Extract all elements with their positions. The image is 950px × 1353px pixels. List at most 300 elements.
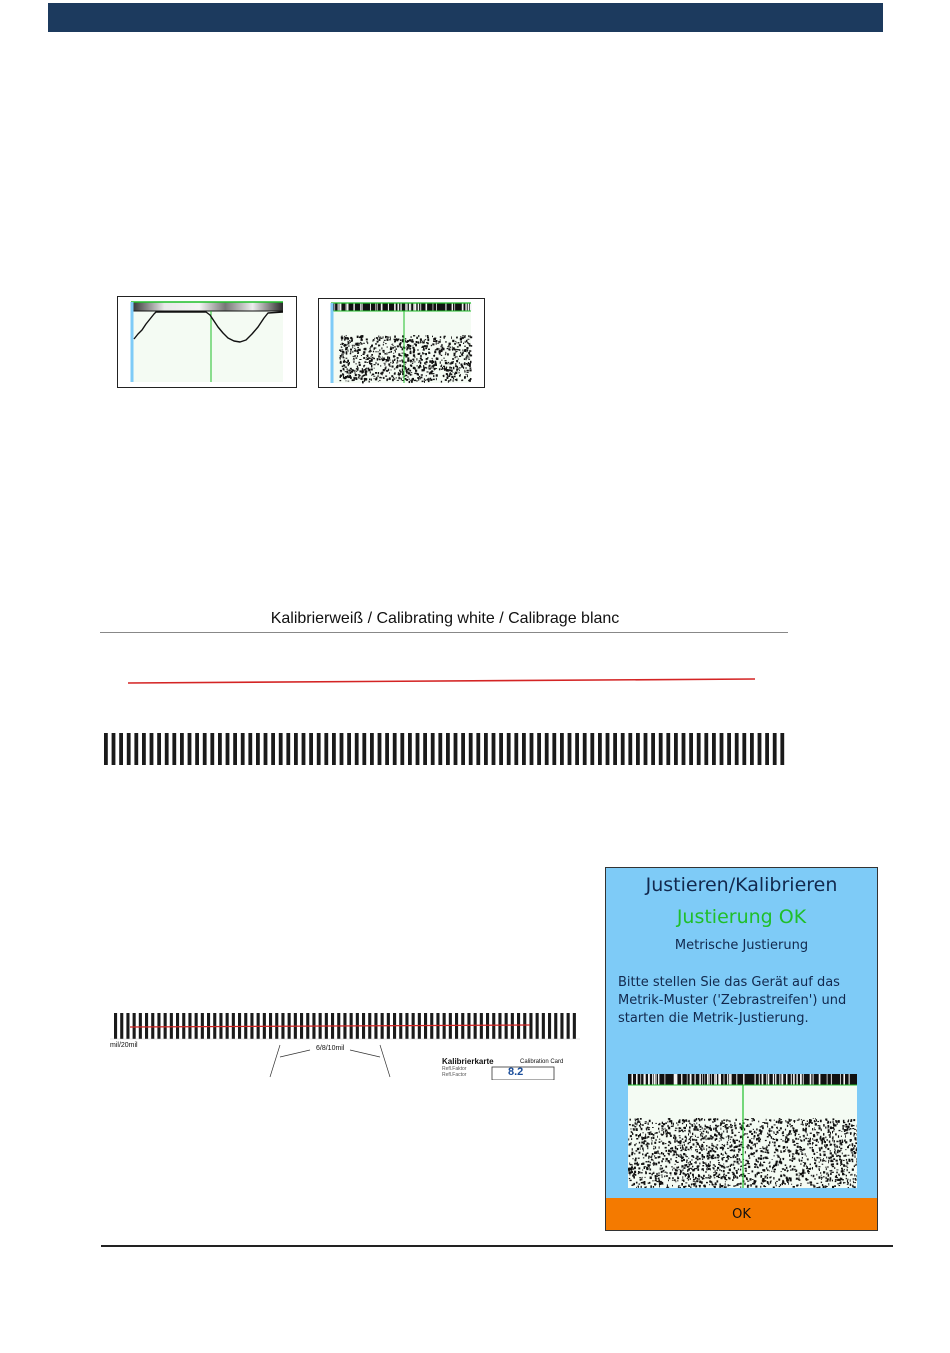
signal-dot xyxy=(648,1127,650,1128)
signal-dot xyxy=(769,1162,770,1163)
signal-dot xyxy=(450,347,451,348)
signal-dot xyxy=(803,1162,805,1163)
signal-dot xyxy=(830,1173,832,1175)
signal-dot xyxy=(725,1181,726,1182)
signal-dot xyxy=(669,1178,670,1179)
signal-dot xyxy=(393,355,395,357)
signal-dot xyxy=(412,346,413,347)
signal-dot xyxy=(757,1134,759,1136)
signal-dot xyxy=(817,1134,819,1135)
signal-dot xyxy=(787,1141,789,1143)
signal-dot xyxy=(767,1125,768,1127)
signal-dot xyxy=(692,1159,693,1161)
card-stripe xyxy=(529,1013,532,1039)
signal-dot xyxy=(816,1132,818,1134)
signal-dot xyxy=(796,1149,798,1152)
signal-dot xyxy=(681,1149,682,1150)
signal-dot xyxy=(785,1149,786,1150)
signal-dot xyxy=(699,1119,701,1121)
signal-dot xyxy=(734,1122,735,1123)
signal-dot xyxy=(712,1143,713,1145)
signal-dot xyxy=(376,362,377,364)
signal-dot xyxy=(425,380,426,381)
signal-dot xyxy=(812,1130,813,1131)
signal-dot xyxy=(697,1159,699,1161)
signal-dot xyxy=(710,1168,711,1170)
signal-dot xyxy=(471,345,472,347)
signal-dot xyxy=(819,1127,821,1129)
signal-gap xyxy=(690,1074,692,1085)
signal-dot xyxy=(846,1178,847,1180)
signal-dot xyxy=(855,1165,857,1166)
signal-dot xyxy=(639,1125,640,1127)
signal-dot xyxy=(682,1138,684,1140)
signal-dot xyxy=(829,1136,830,1138)
signal-dot xyxy=(730,1142,731,1143)
signal-dot xyxy=(661,1125,663,1127)
signal-dot xyxy=(667,1153,669,1154)
signal-dot xyxy=(454,357,456,358)
signal-dot xyxy=(340,375,341,378)
signal-dot xyxy=(682,1123,683,1125)
zebra-stripe xyxy=(742,733,746,765)
signal-dot xyxy=(425,353,427,355)
signal-dot xyxy=(690,1131,691,1133)
signal-dot xyxy=(688,1179,689,1181)
signal-dot xyxy=(639,1177,641,1178)
signal-dot xyxy=(639,1148,640,1149)
zebra-stripe xyxy=(590,733,594,765)
signal-dot xyxy=(687,1173,689,1174)
signal-dot xyxy=(629,1178,630,1179)
signal-dot xyxy=(462,335,463,336)
signal-dot xyxy=(710,1125,711,1127)
signal-dot xyxy=(410,365,412,367)
signal-dot xyxy=(766,1119,767,1121)
device-signal-graph xyxy=(628,1074,857,1188)
signal-dot xyxy=(402,335,404,337)
signal-dot xyxy=(363,343,365,344)
signal-dot xyxy=(432,365,434,367)
signal-dot xyxy=(668,1187,669,1188)
signal-dot xyxy=(781,1121,783,1122)
signal-dot xyxy=(763,1180,765,1183)
signal-dot xyxy=(469,369,471,371)
signal-dot xyxy=(674,1140,676,1141)
signal-dot xyxy=(654,1183,656,1185)
signal-dot xyxy=(714,1177,716,1178)
signal-dot xyxy=(370,348,371,350)
signal-dot xyxy=(808,1125,809,1127)
signal-dot xyxy=(677,1148,678,1150)
signal-dot xyxy=(690,1161,691,1163)
signal-dot xyxy=(379,345,381,347)
card-stripe xyxy=(126,1013,129,1039)
signal-dot xyxy=(453,372,454,373)
signal-dot xyxy=(811,1175,812,1177)
signal-dot xyxy=(688,1176,689,1178)
signal-dot xyxy=(371,365,372,368)
signal-dot xyxy=(425,364,427,365)
signal-dot xyxy=(655,1177,657,1179)
signal-dot xyxy=(451,336,452,339)
card-title: Kalibrierkarte xyxy=(442,1057,494,1066)
signal-dot xyxy=(835,1133,837,1135)
signal-dot xyxy=(732,1132,734,1134)
signal-dot xyxy=(706,1182,708,1183)
signal-gap xyxy=(743,1074,744,1085)
signal-dot xyxy=(448,348,449,350)
signal-dot xyxy=(800,1163,801,1164)
signal-dot xyxy=(783,1174,784,1176)
signal-dot xyxy=(413,359,414,361)
signal-gap xyxy=(454,303,455,311)
signal-dot xyxy=(467,355,469,356)
signal-dot xyxy=(733,1164,734,1166)
card-stripe xyxy=(480,1013,483,1039)
signal-dot xyxy=(852,1155,854,1157)
signal-dot xyxy=(653,1165,654,1166)
zebra-stripe xyxy=(583,733,587,765)
signal-dot xyxy=(662,1142,664,1144)
signal-dot xyxy=(407,371,408,374)
signal-dot xyxy=(383,377,384,379)
signal-dot xyxy=(434,368,436,370)
signal-dot xyxy=(699,1126,701,1128)
signal-dot xyxy=(343,365,345,367)
signal-dot xyxy=(392,379,394,381)
signal-dot xyxy=(828,1157,829,1159)
signal-dot xyxy=(686,1147,688,1148)
signal-dot xyxy=(848,1145,849,1147)
signal-dot xyxy=(423,353,425,354)
analog-signal-graph xyxy=(118,297,296,387)
signal-dot xyxy=(760,1148,762,1149)
signal-gap xyxy=(676,1074,677,1085)
signal-dot xyxy=(366,339,368,341)
signal-dot xyxy=(656,1132,658,1134)
signal-dot xyxy=(771,1127,773,1128)
signal-dot xyxy=(441,381,442,383)
signal-dot xyxy=(697,1156,699,1158)
signal-dot xyxy=(701,1146,702,1147)
signal-dot xyxy=(818,1125,820,1126)
signal-dot xyxy=(349,369,351,371)
signal-dot xyxy=(809,1143,811,1144)
signal-dot xyxy=(750,1184,752,1187)
signal-dot xyxy=(353,358,354,359)
signal-dot xyxy=(731,1145,732,1146)
signal-dot xyxy=(349,376,350,377)
signal-dot xyxy=(850,1184,852,1185)
signal-dot xyxy=(427,371,429,372)
signal-dot xyxy=(777,1155,779,1156)
signal-dot xyxy=(682,1180,684,1181)
signal-dot xyxy=(374,368,375,369)
signal-dot xyxy=(762,1169,763,1171)
signal-dot xyxy=(673,1151,674,1152)
signal-dot xyxy=(348,342,350,344)
signal-dot xyxy=(706,1168,707,1170)
signal-dot xyxy=(705,1177,706,1178)
signal-dot xyxy=(783,1151,785,1153)
signal-dot xyxy=(646,1128,647,1130)
signal-dot xyxy=(802,1152,803,1154)
signal-dot xyxy=(695,1135,696,1136)
signal-dot xyxy=(714,1174,716,1176)
signal-dot xyxy=(452,358,454,360)
zebra-stripe xyxy=(271,733,275,765)
signal-dot xyxy=(821,1182,822,1184)
signal-dot xyxy=(440,361,441,363)
signal-dot xyxy=(424,381,425,383)
card-stripe xyxy=(182,1013,185,1039)
signal-dot xyxy=(636,1138,638,1140)
signal-dot xyxy=(802,1175,804,1177)
signal-dot xyxy=(680,1173,681,1175)
signal-dot xyxy=(414,367,416,369)
signal-dot xyxy=(388,363,390,365)
signal-dot xyxy=(733,1173,735,1175)
signal-dot xyxy=(674,1172,676,1174)
signal-dot xyxy=(699,1185,701,1187)
signal-dot xyxy=(629,1124,631,1125)
signal-dot xyxy=(346,335,347,336)
signal-dot xyxy=(672,1180,674,1181)
signal-gap xyxy=(695,1074,696,1085)
signal-dot xyxy=(407,359,409,362)
signal-dot xyxy=(383,336,384,338)
signal-dot xyxy=(748,1166,750,1168)
signal-dot xyxy=(823,1133,824,1136)
zebra-stripe xyxy=(682,733,686,765)
signal-dot xyxy=(416,365,418,366)
signal-dot xyxy=(695,1129,697,1130)
signal-dot xyxy=(810,1133,812,1134)
signal-dot xyxy=(718,1162,720,1163)
signal-dot xyxy=(710,1150,711,1151)
signal-dot xyxy=(648,1161,649,1163)
signal-dot xyxy=(774,1171,775,1173)
signal-dot xyxy=(712,1148,714,1150)
zebra-stripe xyxy=(598,733,602,765)
zebra-stripe xyxy=(423,733,427,765)
signal-dot xyxy=(643,1183,645,1185)
signal-dot xyxy=(374,364,376,365)
signal-dot xyxy=(785,1164,787,1166)
signal-dot xyxy=(467,349,468,351)
signal-gap xyxy=(426,303,428,311)
signal-dot xyxy=(458,342,460,343)
signal-dot xyxy=(844,1131,846,1132)
signal-dot xyxy=(813,1118,814,1119)
signal-dot xyxy=(705,1125,706,1126)
signal-dot xyxy=(832,1139,833,1141)
signal-dot xyxy=(856,1147,857,1148)
signal-dot xyxy=(722,1185,724,1186)
signal-dot xyxy=(647,1127,649,1129)
signal-dot xyxy=(830,1132,831,1134)
signal-dot xyxy=(715,1147,716,1149)
signal-dot xyxy=(389,352,391,353)
signal-dot xyxy=(706,1131,707,1133)
signal-dot xyxy=(694,1185,695,1186)
signal-dot xyxy=(753,1145,754,1146)
signal-dot xyxy=(445,341,446,343)
zebra-stripe xyxy=(241,733,245,765)
signal-dot xyxy=(797,1120,799,1121)
signal-dot xyxy=(762,1164,764,1166)
signal-dot xyxy=(792,1141,794,1143)
signal-dot xyxy=(707,1155,708,1157)
signal-dot xyxy=(629,1144,630,1146)
signal-dot xyxy=(806,1179,808,1180)
signal-dot xyxy=(676,1181,677,1183)
signal-dot xyxy=(390,336,391,338)
signal-dot xyxy=(833,1130,834,1131)
signal-dot xyxy=(853,1147,854,1149)
signal-dot xyxy=(843,1120,845,1122)
signal-dot xyxy=(722,1166,724,1167)
signal-dot xyxy=(344,339,345,341)
signal-dot xyxy=(633,1129,635,1130)
signal-dot xyxy=(767,1122,768,1124)
signal-dot xyxy=(718,1132,720,1134)
signal-dot xyxy=(455,356,456,357)
signal-dot xyxy=(745,1168,747,1169)
signal-dot xyxy=(670,1172,672,1174)
ok-button[interactable]: OK xyxy=(606,1198,877,1230)
signal-dot xyxy=(359,349,361,351)
signal-dot xyxy=(782,1135,784,1136)
signal-dot xyxy=(357,366,358,368)
signal-dot xyxy=(789,1177,790,1179)
signal-dot xyxy=(676,1157,678,1158)
signal-dot xyxy=(360,363,361,364)
signal-dot xyxy=(378,351,379,352)
signal-dot xyxy=(444,337,445,339)
signal-dot xyxy=(842,1141,843,1143)
signal-dot xyxy=(658,1179,659,1181)
signal-dot xyxy=(456,368,458,370)
zebra-stripe xyxy=(727,733,731,765)
signal-dot xyxy=(832,1156,834,1157)
signal-dot xyxy=(679,1137,680,1138)
signal-dot xyxy=(793,1154,794,1155)
signal-dot xyxy=(706,1139,707,1141)
signal-dot xyxy=(414,350,415,352)
signal-dot xyxy=(830,1170,832,1171)
signal-dot xyxy=(755,1177,756,1178)
signal-dot xyxy=(798,1134,800,1135)
signal-dot xyxy=(766,1157,768,1160)
bottom-rule xyxy=(101,1245,893,1247)
signal-dot xyxy=(746,1146,747,1148)
signal-dot xyxy=(352,351,353,353)
signal-dot xyxy=(746,1177,748,1179)
signal-dot xyxy=(435,362,437,365)
zebra-stripe xyxy=(150,733,154,765)
signal-dot xyxy=(790,1169,791,1170)
signal-dot xyxy=(432,343,434,345)
signal-dot xyxy=(384,340,386,341)
signal-dot xyxy=(392,347,394,349)
signal-gap xyxy=(413,303,414,311)
signal-dot xyxy=(703,1175,704,1176)
signal-dot xyxy=(346,351,347,354)
signal-dot xyxy=(839,1150,841,1152)
signal-dot xyxy=(729,1169,731,1172)
signal-dot xyxy=(825,1146,827,1148)
signal-dot xyxy=(466,367,467,369)
signal-dot xyxy=(455,351,456,353)
signal-dot xyxy=(854,1174,855,1176)
signal-dot xyxy=(348,345,349,347)
signal-dot xyxy=(456,336,457,338)
signal-dot xyxy=(772,1168,773,1170)
signal-dot xyxy=(823,1186,825,1188)
signal-dot xyxy=(762,1122,764,1123)
zebra-stripe xyxy=(651,733,655,765)
signal-dot xyxy=(350,349,352,351)
signal-dot xyxy=(409,378,410,379)
signal-dot xyxy=(702,1127,703,1129)
signal-dot xyxy=(786,1177,788,1179)
signal-dot xyxy=(464,358,466,360)
signal-dot xyxy=(467,372,469,373)
signal-dot xyxy=(636,1150,638,1151)
signal-dot xyxy=(652,1137,654,1139)
signal-dot xyxy=(397,360,398,362)
signal-dot xyxy=(381,358,382,360)
card-stripe xyxy=(560,1013,563,1039)
signal-dot xyxy=(696,1142,698,1143)
signal-dot xyxy=(732,1179,734,1181)
signal-dot xyxy=(378,355,380,357)
signal-dot xyxy=(802,1157,803,1159)
signal-dot xyxy=(737,1156,738,1157)
signal-dot xyxy=(455,363,456,365)
signal-dot xyxy=(723,1126,724,1127)
signal-dot xyxy=(712,1121,714,1122)
signal-gap xyxy=(755,1074,756,1085)
signal-dot xyxy=(789,1154,790,1157)
signal-dot xyxy=(377,341,379,343)
signal-dot xyxy=(413,354,415,356)
zebra-stripe xyxy=(134,733,138,765)
signal-dot xyxy=(450,374,452,376)
signal-dot xyxy=(812,1167,813,1169)
signal-dot xyxy=(393,362,394,364)
signal-dot xyxy=(636,1143,637,1144)
zebra-stripe xyxy=(613,733,617,765)
signal-dot xyxy=(455,341,456,342)
signal-dot xyxy=(375,372,377,374)
signal-dot xyxy=(407,369,409,370)
signal-dot xyxy=(353,359,355,360)
signal-dot xyxy=(646,1161,648,1162)
signal-dot xyxy=(791,1160,793,1162)
signal-dot xyxy=(826,1120,828,1121)
signal-dot xyxy=(387,353,388,355)
signal-dot xyxy=(665,1143,667,1144)
signal-dot xyxy=(720,1187,721,1188)
signal-dot xyxy=(852,1145,853,1147)
signal-dot xyxy=(377,358,378,361)
zebra-stripe xyxy=(712,733,716,765)
signal-dot xyxy=(463,367,464,369)
signal-dot xyxy=(854,1152,856,1154)
